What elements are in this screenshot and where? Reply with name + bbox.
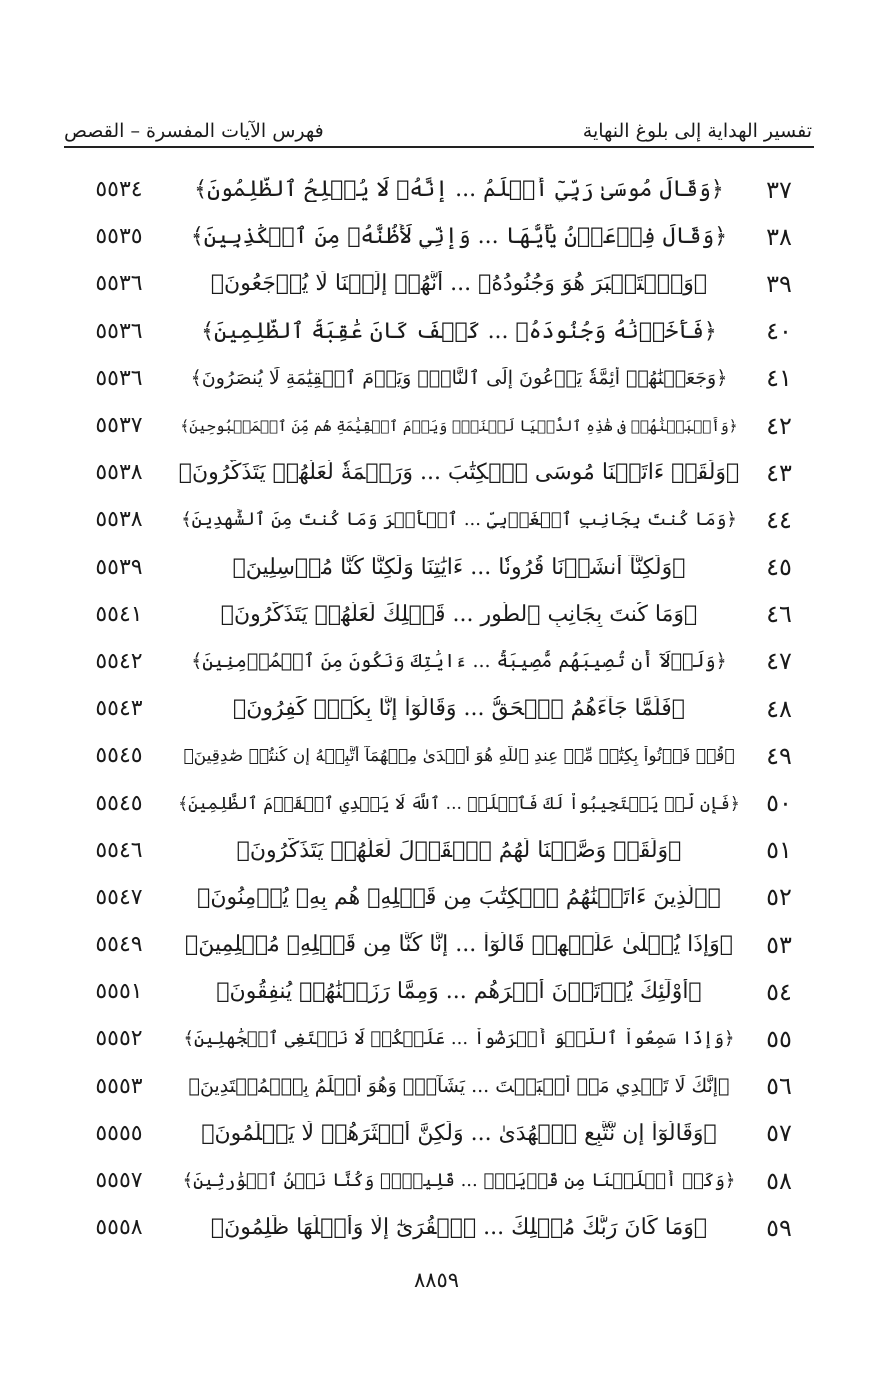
verse-number: ٥٤ — [766, 977, 792, 1006]
book-title: تفسير الهداية إلى بلوغ النهاية — [582, 120, 812, 142]
verse-text: ﴿فَأَخَذۡنَٰهُ وَجُنُودَهُۥ ... كَيۡفَ كَانَ عَٰقِبَةُ ٱلظَّٰلِمِينَ﴾ — [201, 318, 717, 344]
page-number: ٨٨٥٩ — [413, 1268, 460, 1292]
verse-number: ٥٧ — [766, 1119, 792, 1148]
verse-number: ٥٩ — [766, 1213, 792, 1242]
page-reference: ٥٥٣٨ — [95, 460, 143, 486]
page-reference: ٥٥٤٧ — [95, 884, 143, 910]
index-row — [64, 449, 814, 496]
verse-text: ﴿إِنَّكَ لَا تَهۡدِي مَنۡ أَحۡبَبۡتَ ... يَشَآءُۚ وَهُوَ أَعۡلَمُ بِٱلۡمُهۡتَدِينَ﴾ — [188, 1075, 730, 1098]
verse-text: ﴿وَأَتۡبَعۡنَٰهُمۡ فِي هَٰذِهِ ٱلدُّنۡيَا لَعۡنَةٗۖ وَيَوۡمَ ٱلۡقِيَٰمَةِ هُم مِّنَ ٱلۡمَقۡبُوحِينَ﴾ — [180, 416, 738, 435]
verse-text: ﴿وَقَالَ فِرۡعَوۡنُ يَٰٓأَيُّهَا ... وَإِنِّي لَأَظُنُّهُۥ مِنَ ٱلۡكَٰذِبِينَ﴾ — [190, 224, 728, 250]
page-reference: ٥٥٥٧ — [95, 1168, 143, 1194]
verse-number: ٤٤ — [766, 505, 792, 534]
running-header — [64, 108, 812, 142]
index-row — [64, 1204, 814, 1251]
page-reference: ٥٥٤١ — [95, 601, 143, 627]
verse-text: ﴿قُلۡ فَأۡتُواْ بِكِتَٰبٖ مِّنۡ عِندِ ٱللَّهِ هُوَ أَهۡدَىٰ مِنۡهُمَآ أَتَّبِعۡهُ إِن كُنتُمۡ صَٰدِقِينَ﴾ — [183, 745, 735, 766]
page-reference: ٥٥٣٥ — [95, 224, 143, 250]
verse-text: ﴿وَمَا كُنتَ بِجَانِبِ ٱلۡغَرۡبِيِّ ... ٱلۡأَمۡرَ وَمَا كُنتَ مِنَ ٱلشَّٰهِدِينَ﴾ — [181, 509, 737, 531]
verse-text: ﴿وَلَٰكِنَّآ أَنشَأۡنَا قُرُونٗا ... ءَايَٰتِنَا وَلَٰكِنَّا كُنَّا مُرۡسِلِينَ﴾ — [232, 554, 686, 580]
page-reference: ٥٥٣٦ — [95, 318, 143, 344]
page-reference: ٥٥٥٢ — [95, 1026, 143, 1052]
verse-text: ﴿أُوْلَٰٓئِكَ يُؤۡتَوۡنَ أَجۡرَهُم ... وَمِمَّا رَزَقۡنَٰهُمۡ يُنفِقُونَ﴾ — [216, 979, 702, 1005]
page-reference: ٥٥٣٦ — [95, 365, 143, 391]
verse-number: ٤٣ — [766, 458, 792, 487]
index-row — [64, 260, 814, 307]
verse-number: ٤٠ — [766, 317, 792, 346]
index-row — [64, 874, 814, 921]
index-row — [64, 1157, 814, 1204]
index-row — [64, 308, 814, 355]
verse-text: ﴿وَلَقَدۡ وَصَّلۡنَا لَهُمُ ٱلۡقَوۡلَ لَعَلَّهُمۡ يَتَذَكَّرُونَ﴾ — [236, 837, 682, 863]
page-reference: ٥٥٣٦ — [95, 271, 143, 297]
index-row — [64, 402, 814, 449]
verse-text: ﴿وَجَعَلۡنَٰهُمۡ أَئِمَّةٗ يَدۡعُونَ إِلَى ٱلنَّارِۖ وَيَوۡمَ ٱلۡقِيَٰمَةِ لَا يُنصَرُونَ﴾ — [190, 367, 728, 390]
verse-text: ﴿وَمَا كُنتَ بِجَانِبِ ٱلطُّورِ ... قَبۡلِكَ لَعَلَّهُمۡ يَتَذَكَّرُونَ﴾ — [220, 601, 698, 627]
verse-number: ٤١ — [766, 364, 792, 393]
verse-index-table — [64, 166, 814, 1251]
verse-text: ﴿وَكَمۡ أَهۡلَكۡنَا مِن قَرۡيَةِۭ ... قَلِيلٗاۖ وَكُنَّا نَحۡنُ ٱلۡوَٰرِثِينَ﴾ — [182, 1170, 736, 1192]
index-row — [64, 779, 814, 826]
header-divider — [64, 146, 814, 148]
index-row — [64, 544, 814, 591]
verse-number: ٤٢ — [766, 411, 792, 440]
page-reference: ٥٥٥٨ — [95, 1215, 143, 1241]
index-row — [64, 496, 814, 543]
page-reference: ٥٥٣٤ — [95, 177, 143, 203]
page-reference: ٥٥٤٦ — [95, 837, 143, 863]
index-row — [64, 968, 814, 1015]
verse-number: ٣٧ — [766, 175, 792, 204]
verse-number: ٥١ — [766, 836, 792, 865]
index-row — [64, 638, 814, 685]
index-row — [64, 213, 814, 260]
verse-number: ٥٢ — [766, 883, 792, 912]
verse-text: ﴿وَٱسۡتَكۡبَرَ هُوَ وَجُنُودُهُۥ ... أَنَّهُمۡ إِلَيۡنَا لَا يُرۡجَعُونَ﴾ — [210, 271, 708, 297]
page-reference: ٥٥٤٣ — [95, 696, 143, 722]
page-reference: ٥٥٤٥ — [95, 790, 143, 816]
verse-number: ٥٥ — [766, 1024, 792, 1053]
page-reference: ٥٥٣٩ — [95, 554, 143, 580]
index-row — [64, 1015, 814, 1062]
page-reference: ٥٥٥١ — [95, 979, 143, 1005]
verse-number: ٣٨ — [766, 222, 792, 251]
page-reference: ٥٥٤٢ — [95, 648, 143, 674]
page-reference: ٥٥٣٧ — [95, 413, 143, 439]
verse-number: ٣٩ — [766, 269, 792, 298]
page-reference: ٥٥٤٩ — [95, 932, 143, 958]
verse-text: ﴿وَمَا كَانَ رَبُّكَ مُهۡلِكَ ... ٱلۡقُرَىٰٓ إِلَّا وَأَهۡلُهَا ظَٰلِمُونَ﴾ — [210, 1215, 708, 1241]
verse-number: ٤٨ — [766, 694, 792, 723]
verse-number: ٤٧ — [766, 647, 792, 676]
index-row — [64, 355, 814, 402]
index-row — [64, 166, 814, 213]
verse-number: ٥٦ — [766, 1072, 792, 1101]
verse-text: ﴿وَقَالَ مُوسَىٰ رَبِّيٓ أَعۡلَمُ ... إِنَّهُۥ لَا يُفۡلِحُ ٱلظَّٰلِمُونَ﴾ — [194, 177, 724, 203]
section-title: فهرس الآيات المفسرة – القصص — [64, 120, 324, 142]
verse-text: ﴿وَقَالُوٓاْ إِن نَّتَّبِعِ ٱلۡهُدَىٰ ... وَلَٰكِنَّ أَكۡثَرَهُمۡ لَا يَعۡلَمُونَ﴾ — [201, 1120, 717, 1146]
verse-number: ٤٩ — [766, 741, 792, 770]
index-row — [64, 921, 814, 968]
index-row — [64, 685, 814, 732]
verse-text: ﴿فَلَمَّا جَآءَهُمُ ٱلۡحَقُّ ... وَقَالُوٓاْ إِنَّا بِكُلّٖ كَٰفِرُونَ﴾ — [233, 696, 685, 722]
verse-number: ٥٠ — [766, 789, 792, 818]
index-row — [64, 1063, 814, 1110]
verse-text: ﴿ٱلَّذِينَ ءَاتَيۡنَٰهُمُ ٱلۡكِتَٰبَ مِن قَبۡلِهِۦ هُم بِهِۦ يُؤۡمِنُونَ﴾ — [197, 884, 721, 910]
index-row — [64, 591, 814, 638]
verse-text: ﴿وَلَوۡلَآ أَن تُصِيبَهُم مُّصِيبَةُۢ ... ءَايَٰتِكَ وَنَكُونَ مِنَ ٱلۡمُؤۡمِنِينَ﴾ — [191, 650, 727, 673]
index-row — [64, 1110, 814, 1157]
verse-number: ٥٨ — [766, 1166, 792, 1195]
index-row — [64, 827, 814, 874]
index-row — [64, 732, 814, 779]
verse-text: ﴿وَإِذَا سَمِعُواْ ٱللَّغۡوَ أَعۡرَضُواْ ... عَلَيۡكُمۡ لَا نَبۡتَغِي ٱلۡجَٰهِلِينَ﴾ — [183, 1028, 735, 1050]
verse-text: ﴿وَلَقَدۡ ءَاتَيۡنَا مُوسَى ٱلۡكِتَٰبَ ... وَرَحۡمَةٗ لَّعَلَّهُمۡ يَتَذَكَّرُونَ﴾ — [178, 460, 740, 486]
page-reference: ٥٥٤٥ — [95, 743, 143, 769]
verse-number: ٤٥ — [766, 553, 792, 582]
verse-text: ﴿وَإِذَا يُتۡلَىٰ عَلَيۡهِمۡ قَالُوٓاْ ... إِنَّا كُنَّا مِن قَبۡلِهِۦ مُسۡلِمِينَ﴾ — [185, 932, 733, 958]
page-reference: ٥٥٣٨ — [95, 507, 143, 533]
verse-number: ٥٣ — [766, 930, 792, 959]
verse-number: ٤٦ — [766, 600, 792, 629]
page-reference: ٥٥٥٥ — [95, 1120, 143, 1146]
page-reference: ٥٥٥٣ — [95, 1073, 143, 1099]
verse-text: ﴿فَإِن لَّمۡ يَسۡتَجِيبُواْ لَكَ فَٱعۡلَمۡ ... ٱللَّهَ لَا يَهۡدِي ٱلۡقَوۡمَ ٱلظَّٰلِمِينَ﴾ — [178, 793, 740, 814]
